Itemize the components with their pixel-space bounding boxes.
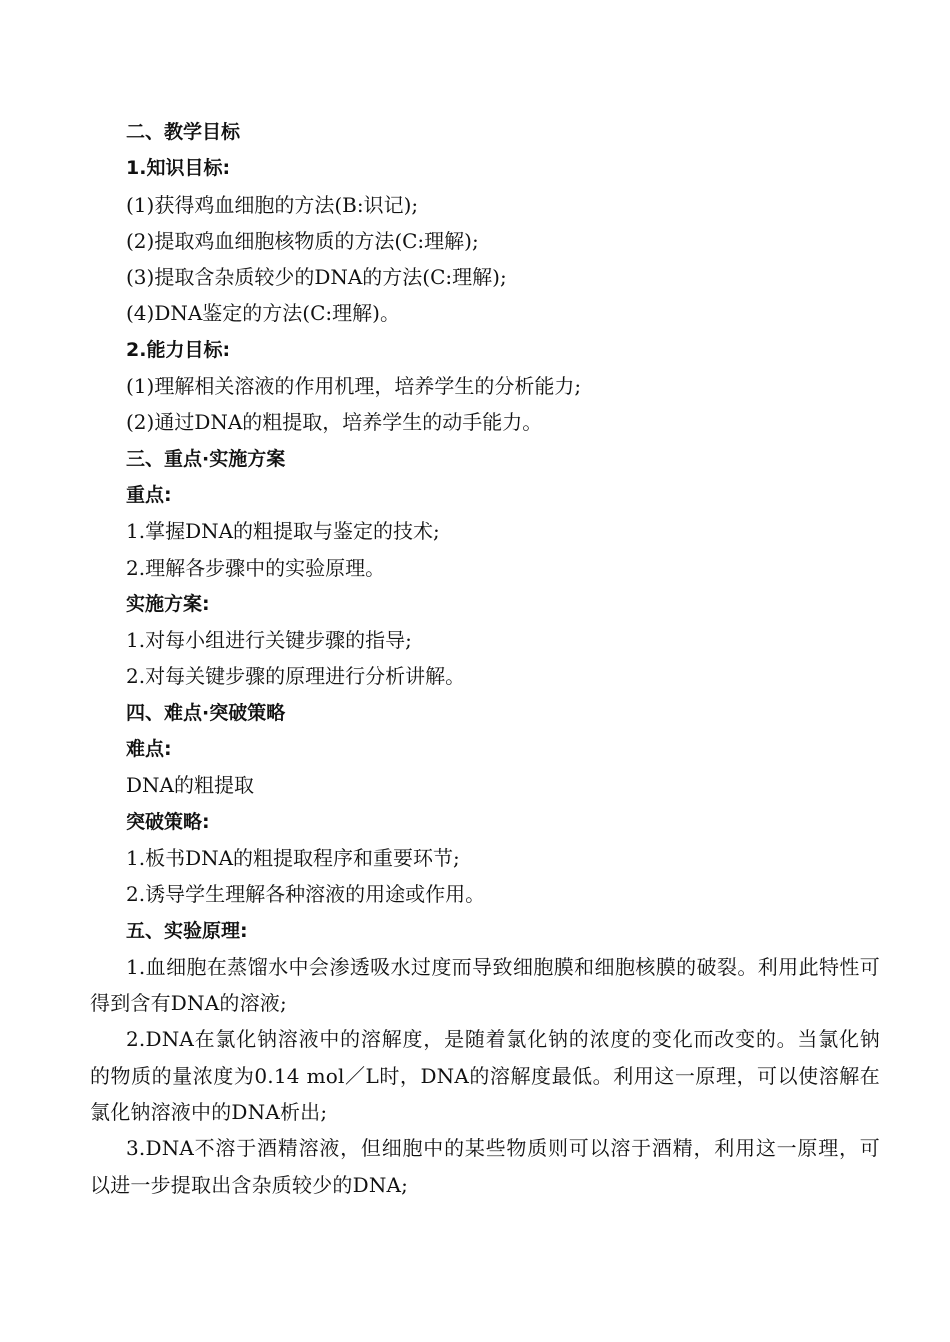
principle-paragraph: 1.血细胞在蒸馏水中会渗透吸水过度而导致细胞膜和细胞核膜的破裂。利用此特性可得到含有DNA的溶液; [90,954,880,1016]
list-item: (1)获得鸡血细胞的方法(B:识记); [126,192,419,217]
heading-teaching-goals: 二、教学目标 [126,121,241,143]
heading-key-points: 三、重点·实施方案 [126,447,286,470]
list-item: (2)通过DNA的粗提取，培养学生的动手能力。 [126,410,543,435]
list-item: (2)提取鸡血细胞核物质的方法(C:理解); [126,228,479,253]
list-item: 1.板书DNA的粗提取程序和重要环节; [126,845,460,870]
subheading-implementation: 实施方案: [126,592,210,615]
subheading-knowledge-goals: 1.知识目标: [126,157,231,180]
list-item: 2.诱导学生理解各种溶液的用途或作用。 [126,882,486,907]
subheading-difficulty: 难点: [126,738,172,761]
list-item: 2.理解各步骤中的实验原理。 [126,555,386,580]
list-item: 2.对每关键步骤的原理进行分析讲解。 [126,664,466,689]
list-item: 1.掌握DNA的粗提取与鉴定的技术; [126,519,440,544]
list-item: DNA的粗提取 [126,773,254,798]
list-item: (3)提取含杂质较少的DNA的方法(C:理解); [126,265,507,290]
subheading-strategy: 突破策略: [126,810,210,833]
list-item: (1)理解相关溶液的作用机理，培养学生的分析能力; [126,374,582,399]
document-body [90,114,880,1203]
subheading-ability-goals: 2.能力目标: [126,338,231,361]
list-item: 1.对每小组进行关键步骤的指导; [126,628,412,653]
principle-paragraph: 2.DNA在氯化钠溶液中的溶解度，是随着氯化钠的浓度的变化而改变的。当氯化钠的物质的量浓度为0.14 mol／L时，DNA的溶解度最低。利用这一原理，可以使溶解在氯化钠溶液中的DNA析出; [90,1027,880,1125]
principle-paragraph: 3.DNA不溶于酒精溶液，但细胞中的某些物质则可以溶于酒精，利用这一原理，可以进一步提取出含杂质较少的DNA; [90,1136,880,1197]
heading-principles: 五、实验原理: [126,919,248,942]
subheading-key-points: 重点: [126,483,172,506]
heading-difficulties: 四、难点·突破策略 [126,701,286,724]
list-item: (4)DNA鉴定的方法(C:理解)。 [126,301,400,326]
